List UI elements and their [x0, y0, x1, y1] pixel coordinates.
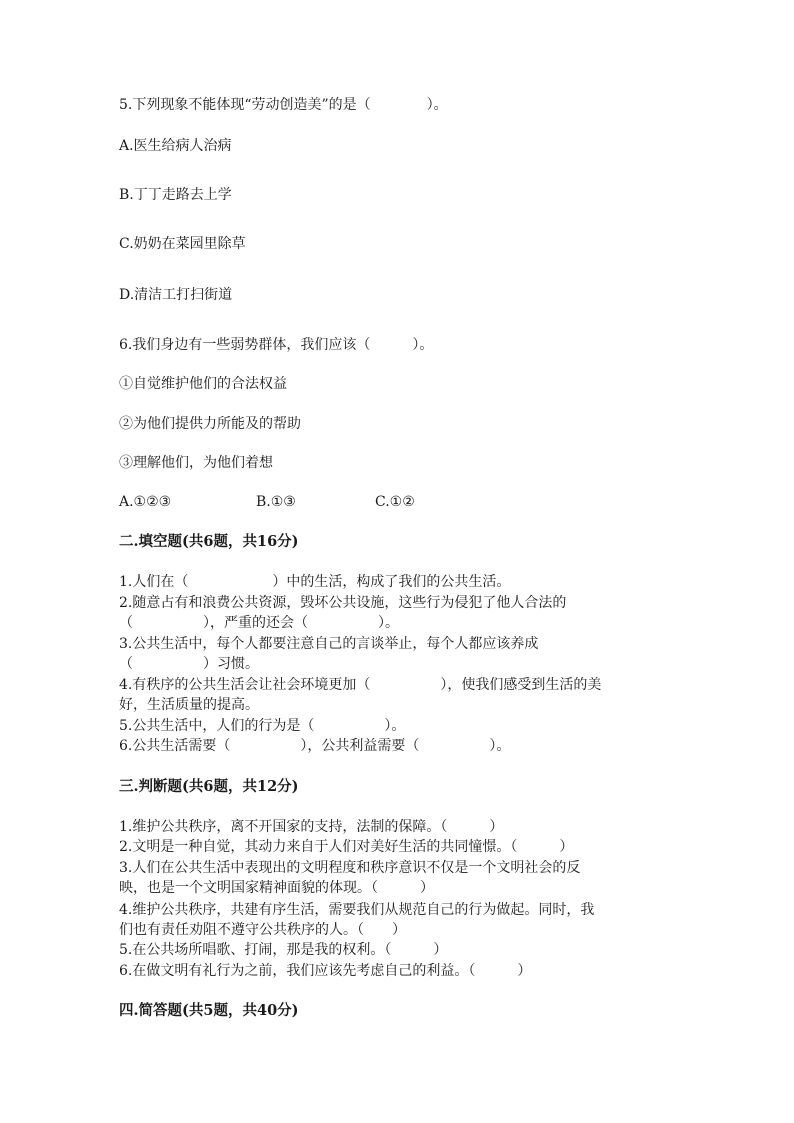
section2-title: 二.填空题(共6题，共16分) — [119, 533, 299, 550]
section2-line-6: 4.有秩序的公共生活会让社会环境更加（ ），使我们感受到生活的美 — [119, 677, 602, 693]
section3-line-5: 4.维护公共秩序，共建有序生活，需要我们从规范自己的行为做起。同时，我 — [119, 902, 595, 918]
q6-statement-3: ③理解他们，为他们着想 — [119, 455, 273, 471]
section2-line-8: 5.公共生活中，人们的行为是（ ）。 — [119, 718, 406, 734]
section2-line-1: 1.人们在（ ）中的生活，构成了我们的公共生活。 — [119, 574, 511, 590]
section2-line-9: 6.公共生活需要（ ），公共利益需要（ ）。 — [119, 738, 511, 754]
section3-line-4: 映，也是一个文明国家精神面貌的体现。（ ） — [119, 880, 434, 896]
section2-line-4: 3.公共生活中，每个人都要注意自己的言谈举止，每个人都应该养成 — [119, 636, 539, 652]
section3-line-7: 5.在公共场所唱歌、打闹，那是我的权利。（ ） — [119, 942, 448, 958]
q6-stem: 6.我们身边有一些弱势群体，我们应该（ ）。 — [119, 337, 434, 353]
section4-title: 四.简答题(共5题，共40分) — [119, 1002, 299, 1019]
q6-option-a: A.①②③ — [119, 494, 172, 510]
section3-title: 三.判断题(共6题，共12分) — [119, 778, 299, 795]
section3-line-2: 2.文明是一种自觉，其动力来自于人们对美好生活的共同憧憬。（ ） — [119, 839, 574, 855]
section3-line-3: 3.人们在公共生活中表现出的文明程度和秩序意识不仅是一个文明社会的反 — [119, 860, 581, 876]
q6-statement-2: ②为他们提供力所能及的帮助 — [119, 416, 301, 432]
section2-line-2: 2.随意占有和浪费公共资源，毁坏公共设施，这些行为侵犯了他人合法的 — [119, 595, 567, 611]
section3-line-6: 们也有责任劝阻不遵守公共秩序的人。（ ） — [119, 922, 406, 938]
section3-line-1: 1.维护公共秩序，离不开国家的支持，法制的保障。（ ） — [119, 819, 504, 835]
q6-statement-1: ①自觉维护他们的合法权益 — [119, 376, 287, 392]
q5-option-a: A.医生给病人治病 — [119, 138, 232, 154]
q6-options — [119, 493, 415, 511]
section3-line-8: 6.在做文明有礼行为之前，我们应该先考虑自己的利益。（ ） — [119, 963, 532, 979]
q5-option-c: C.奶奶在菜园里除草 — [119, 236, 246, 252]
q5-option-d: D.清洁工打扫街道 — [119, 287, 233, 303]
section2-line-3: （ ），严重的还会（ ）。 — [119, 615, 399, 631]
q6-option-c: C.①② — [375, 494, 415, 510]
q5-option-b: B.丁丁走路去上学 — [119, 187, 232, 203]
section2-line-7: 好，生活质量的提高。 — [119, 697, 259, 713]
q5-stem: 5.下列现象不能体现“劳动创造美”的是（ ）。 — [119, 97, 448, 113]
q6-option-b: B.①③ — [256, 494, 296, 510]
section2-line-5: （ ）习惯。 — [119, 656, 259, 672]
